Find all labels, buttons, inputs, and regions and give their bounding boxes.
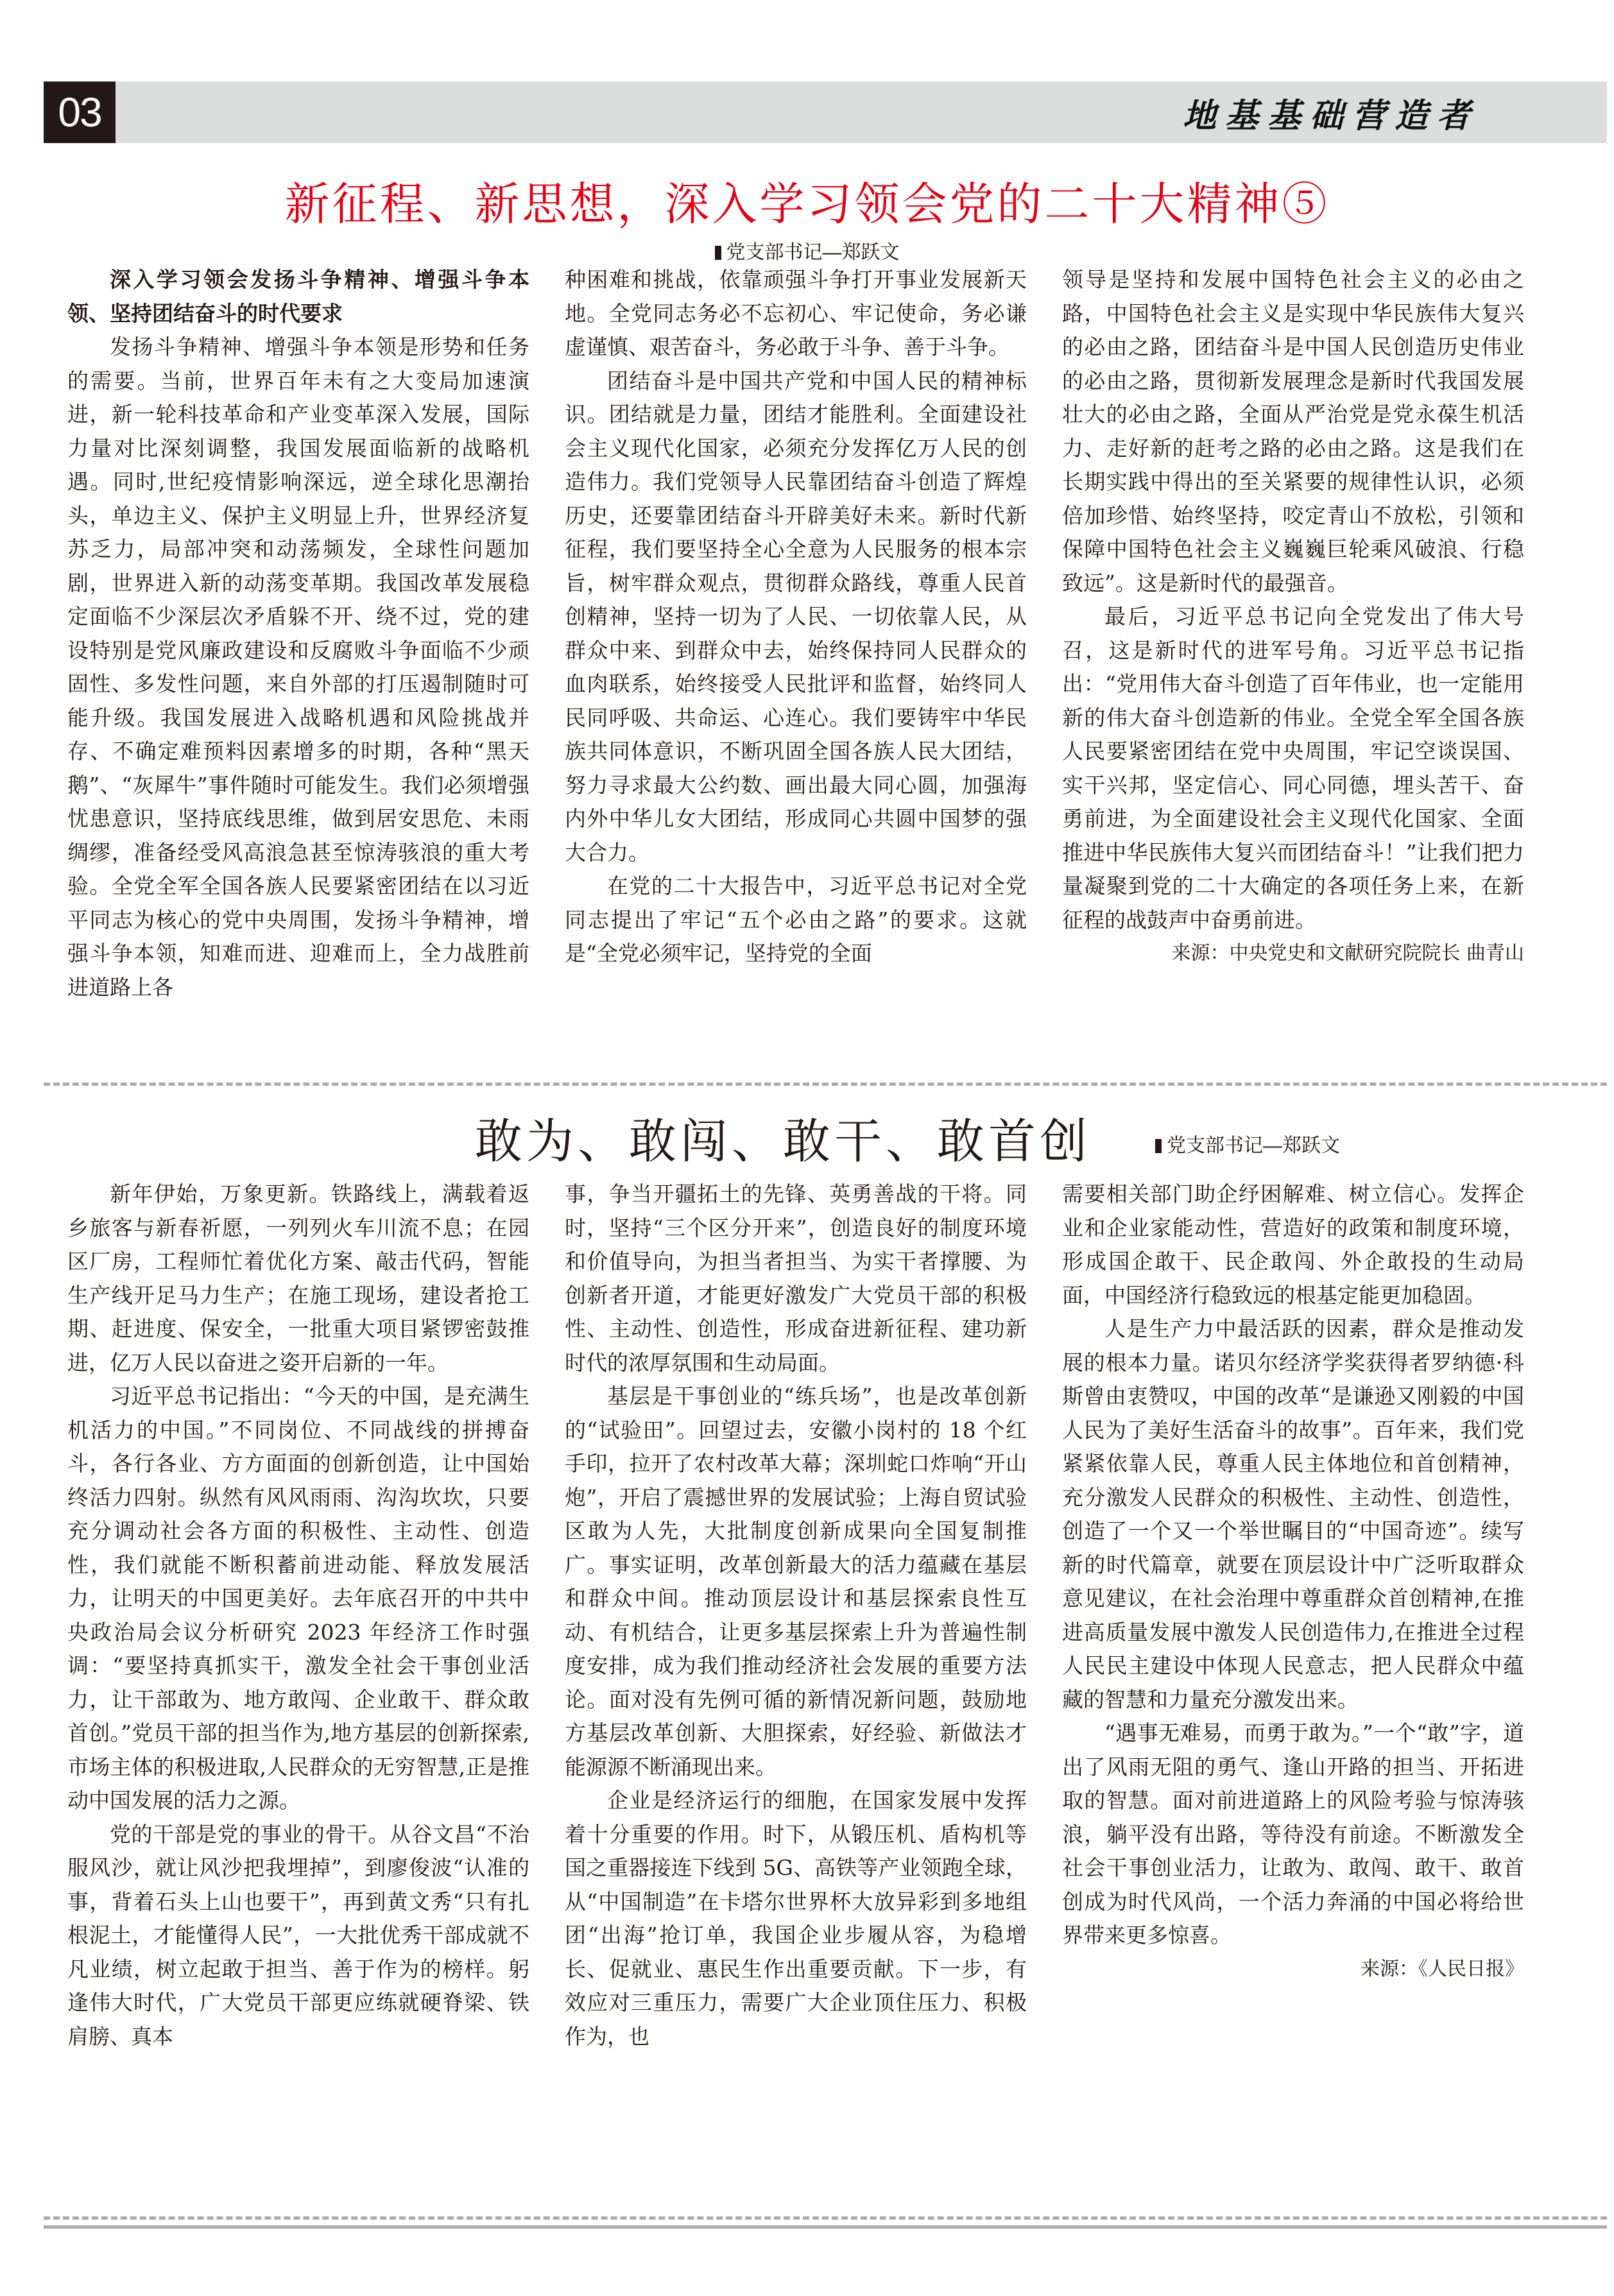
article2-byline (1155, 1129, 1340, 1158)
article2-title: 敢为、敢闯、敢干、敢首创 (475, 1114, 1091, 1169)
bottom-dashed-divider (44, 2216, 1607, 2220)
square-bullet-icon (1155, 1139, 1162, 1153)
article1-byline (0, 236, 1614, 264)
page-number: 03 (44, 81, 116, 143)
paragraph: 最后，习近平总书记向全党发出了伟大号召，这是新时代的进军号角。习近平总书记指出：“党用伟大奋斗创造了百年伟业，也一定能用新的伟大奋斗创造新的伟业。全党全军全国各族人民要紧密团结在党中央周围，牢记空谈误国、实干兴邦，坚定信心、同心同德，埋头苦干、奋勇前进，为全面建设社会主义现代化国家、全面推进中华民族伟大复兴而团结奋斗！”让我们把力量凝聚到党的二十大确定的各项任务上来，在新征程的战鼓声中奋勇前进。 (1062, 604, 1524, 932)
article2-author: 党支部书记—郑跃文 (1167, 1135, 1340, 1156)
article2-column-1 (67, 1178, 529, 2053)
paragraph: 领导是坚持和发展中国特色社会主义的必由之路，中国特色社会主义是实现中华民族伟大复兴的必由之路，团结奋斗是中国人民创造历史伟业的必由之路，贯彻新发展理念是新时代我国发展壮大的必由之路，全面从严治党是党永葆生机活力、走好新的赶考之路的必由之路。这是我们在长期实践中得出的至关紧要的规律性认识，必须倍加珍惜、始终坚持，咬定青山不放松，引领和保障中国特色社会主义巍巍巨轮乘风破浪、行稳致远”。这是新时代的最强音。 (1062, 267, 1524, 595)
article1-column-2 (565, 263, 1027, 971)
article2-source: 来源：《人民日报》 (1361, 1957, 1524, 1980)
paragraph: 基层是干事创业的“练兵场”，也是改革创新的“试验田”。回望过去，安徽小岗村的 18 个红手印，拉开了农村改革大幕；深圳蛇口炸响“开山炮”，开启了震撼世界的发展试验；上海自贸试验区敢为人先，大批制度创新成果向全国复制推广。事实证明，改革创新最大的活力蕴藏在基层和群众中间。推动顶层设计和基层探索良性互动、有机结合，让更多基层探索上升为普遍性制度安排，成为我们推动经济社会发展的重要方法论。面对没有先例可循的新情况新问题，鼓励地方基层改革创新、大胆探索，好经验、新做法才能源源不断涌现出来。 (565, 1384, 1027, 1779)
article1-column-3 (1062, 263, 1524, 971)
paragraph: 团结奋斗是中国共产党和中国人民的精神标识。团结就是力量，团结才能胜利。全面建设社会主义现代化国家，必须充分发挥亿万人民的创造伟力。我们党领导人民靠团结奋斗创造了辉煌历史，还要靠团结奋斗开辟美好未来。新时代新征程，我们要坚持全心全意为人民服务的根本宗旨，树牢群众观点，贯彻群众路线，尊重人民首创精神，坚持一切为了人民、一切依靠人民，从群众中来、到群众中去，始终保持同人民群众的血肉联系，始终接受人民批评和监督，始终同人民同呼吸、共命运、心连心。我们要铸牢中华民族共同体意识，不断巩固全国各族人民大团结，努力寻求最大公约数、画出最大同心圆，加强海内外中华儿女大团结，形成同心共圆中国梦的强大合力。 (565, 368, 1027, 865)
paragraph: 企业是经济运行的细胞，在国家发展中发挥着十分重要的作用。时下，从锻压机、盾构机等国之重器接连下线到 5G、高铁等产业领跑全球，从“中国制造”在卡塔尔世界杯大放异彩到多地组团“出海”抢订单，我国企业步履从容，为稳增长、促就业、惠民生作出重要贡献。下一步，有效应对三重压力，需要广大企业顶住压力、积极作为，也 (565, 1788, 1027, 2049)
paragraph: 事，争当开疆拓土的先锋、英勇善战的干将。同时，坚持“三个区分开来”，创造良好的制度环境和价值导向，为担当者担当、为实干者撑腰、为创新者开道，才能更好激发广大党员干部的积极性、主动性、创造性，形成奋进新征程、建功新时代的浓厚氛围和生动局面。 (565, 1181, 1027, 1375)
article1-column-1 (67, 263, 529, 1004)
paragraph: 党的干部是党的事业的骨干。从谷文昌“不治服风沙，就让风沙把我埋掉”，到廖俊波“认准的事，背着石头上山也要干”，再到黄文秀“只有扎根泥土，才能懂得人民”，一大批优秀干部成就不凡业绩，树立起敢于担当、善于作为的榜样。躬逢伟大时代，广大党员干部更应练就硬脊梁、铁肩膀、真本 (67, 1821, 529, 2049)
paragraph: 人是生产力中最活跃的因素，群众是推动发展的根本力量。诺贝尔经济学奖获得者罗纳德·科斯曾由衷赞叹，中国的改革“是谦逊又刚毅的中国人民为了美好生活奋斗的故事”。百年来，我们党紧紧依靠人民，尊重人民主体地位和首创精神，充分激发人民群众的积极性、主动性、创造性，创造了一个又一个举世瞩目的“中国奇迹”。续写新的时代篇章，就要在顶层设计中广泛听取群众意见建议，在社会治理中尊重群众首创精神,在推进高质量发展中激发人民创造伟力,在推进全过程人民民主建设中体现人民意志，把人民群众中蕴藏的智慧和力量充分激发出来。 (1062, 1316, 1524, 1712)
paragraph: 新年伊始，万象更新。铁路线上，满载着返乡旅客与新春祈愿，一列列火车川流不息；在园区厂房，工程师忙着优化方案、敲击代码，智能生产线开足马力生产；在施工现场，建设者抢工期、赶进度、保安全，一批重大项目紧锣密鼓推进，亿万人民以奋进之姿开启新的一年。 (67, 1181, 529, 1375)
paragraph: 习近平总书记指出：“今天的中国，是充满生机活力的中国。”不同岗位、不同战线的拼搏奋斗，各行各业、方方面面的创新创造，让中国始终活力四射。纵然有风风雨雨、沟沟坎坎，只要充分调动社会各方面的积极性、主动性、创造性，我们就能不断积蓄前进动能、释放发展活力，让明天的中国更美好。去年底召开的中共中央政治局会议分析研究 2023 年经济工作时强调：“要坚持真抓实干，激发全社会干事创业活力，让干部敢为、地方敢闯、企业敢干、群众敢首创。”党员干部的担当作为,地方基层的创新探索,市场主体的积极进取,人民群众的无穷智慧,正是推动中国发展的活力之源。 (67, 1384, 529, 1813)
paragraph: “遇事无难易，而勇于敢为。”一个“敢”字，道出了风雨无阻的勇气、逢山开路的担当、开拓进取的智慧。面对前进道路上的风险考验与惊涛骇浪，躺平没有出路，等待没有前途。不断激发全社会干事创业活力，让敢为、敢闯、敢干、敢首创成为时代风尚，一个活力奔涌的中国必将给世界带来更多惊喜。 (1062, 1720, 1524, 1948)
paragraph: 需要相关部门助企纾困解难、树立信心。发挥企业和企业家能动性，营造好的政策和制度环境，形成国企敢干、民企敢闯、外企敢投的生动局面，中国经济行稳致远的根基定能更加稳固。 (1062, 1181, 1524, 1308)
article1-title: 新征程、新思想，深入学习领会党的二十大精神⑤ (284, 178, 1330, 230)
article1-source: 来源：中央党史和文献研究院院长 曲青山 (1171, 942, 1524, 964)
article1-author: 党支部书记—郑跃文 (726, 242, 900, 263)
bottom-solid-rule (44, 2225, 1607, 2229)
section-divider (44, 1083, 1607, 1086)
article1-subhead: 深入学习领会发扬斗争精神、增强斗争本领、坚持团结奋斗的时代要求 (67, 267, 529, 326)
square-bullet-icon (715, 246, 721, 260)
section-name: 地基基础营造者 (1182, 96, 1479, 135)
paragraph: 种困难和挑战，依靠顽强斗争打开事业发展新天地。全党同志务必不忘初心、牢记使命，务必谦虚谨慎、艰苦奋斗，务必敢于斗争、善于斗争。 (565, 267, 1027, 359)
article2-column-3 (1062, 1178, 1524, 1986)
paragraph: 发扬斗争精神、增强斗争本领是形势和任务的需要。当前，世界百年未有之大变局加速演进，新一轮科技革命和产业变革深入发展，国际力量对比深刻调整，我国发展面临新的战略机遇。同时,世纪疫情影响深远，逆全球化思潮抬头，单边主义、保护主义明显上升，世界经济复苏乏力，局部冲突和动荡频发，全球性问题加剧，世界进入新的动荡变革期。我国改革发展稳定面临不少深层次矛盾躲不开、绕不过，党的建设特别是党风廉政建设和反腐败斗争面临不少顽固性、多发性问题，来自外部的打压遏制随时可能升级。我国发展进入战略机遇和风险挑战并存、不确定难预料因素增多的时期，各种“黑天鹅”、“灰犀牛”事件随时可能发生。我们必须增强忧患意识，坚持底线思维，做到居安思危、未雨绸缪，准备经受风高浪急甚至惊涛骇浪的重大考验。全党全军全国各族人民要紧密团结在以习近平同志为核心的党中央周围，发扬斗争精神，增强斗争本领，知难而进、迎难而上，全力战胜前进道路上各 (67, 334, 529, 1000)
article2-column-2 (565, 1178, 1027, 2053)
paragraph: 在党的二十大报告中，习近平总书记对全党同志提出了牢记“五个必由之路”的要求。这就是“全党必须牢记，坚持党的全面 (565, 873, 1027, 966)
